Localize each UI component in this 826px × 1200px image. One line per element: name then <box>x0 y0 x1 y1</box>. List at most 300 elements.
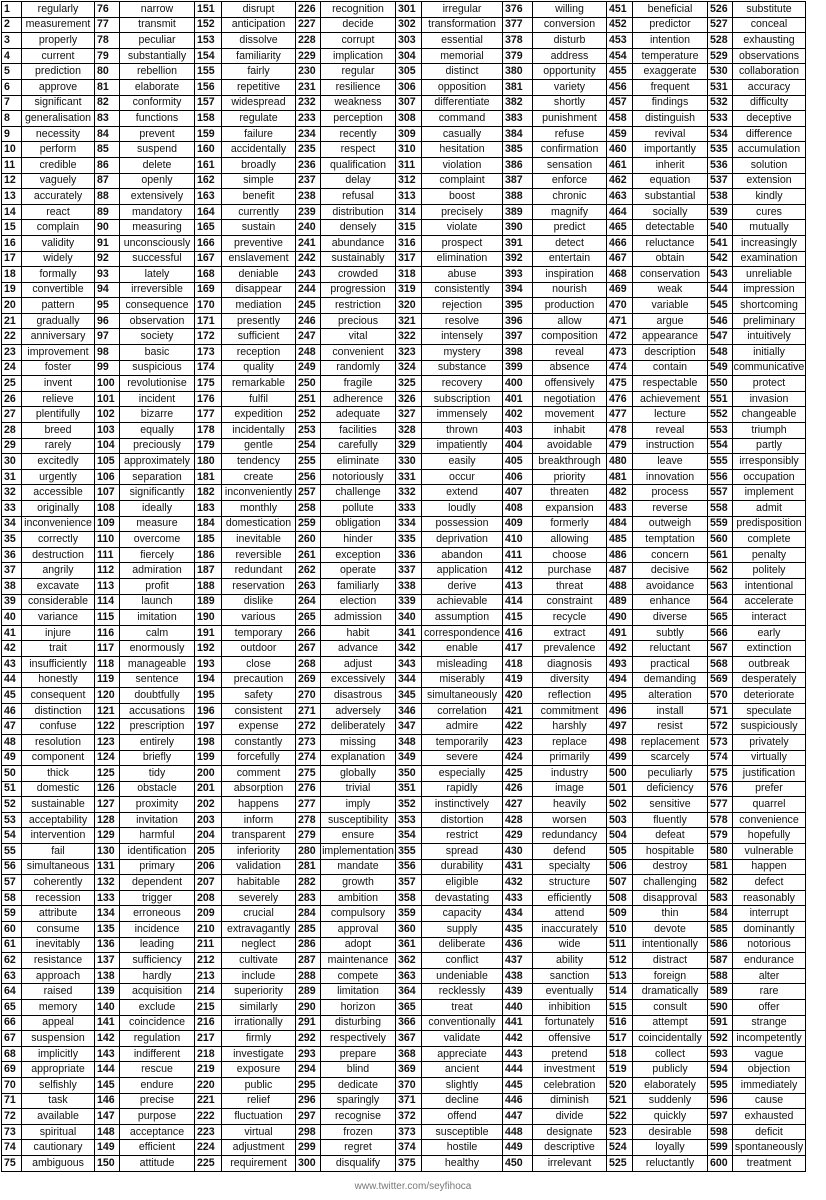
word-cell: heavily <box>533 797 607 813</box>
word-number: 214 <box>195 984 222 1000</box>
word-number: 209 <box>195 906 222 922</box>
word-cell: challenging <box>633 875 708 891</box>
word-number: 33 <box>2 501 22 517</box>
word-cell: comment <box>222 766 296 782</box>
word-cell: corrupt <box>321 33 396 49</box>
word-number: 553 <box>708 423 733 439</box>
word-cell: breed <box>22 423 95 439</box>
word-number: 51 <box>2 781 22 797</box>
word-number: 558 <box>708 501 733 517</box>
word-number: 233 <box>296 111 321 127</box>
word-cell: obtain <box>633 251 708 267</box>
word-cell: susceptible <box>422 1124 503 1140</box>
word-number: 537 <box>708 173 733 189</box>
table-row <box>2 922 806 938</box>
word-number: 423 <box>503 734 533 750</box>
word-cell: defend <box>533 844 607 860</box>
word-number: 301 <box>396 2 422 18</box>
word-number: 452 <box>607 17 633 33</box>
word-cell: achievement <box>633 391 708 407</box>
word-cell: approve <box>22 79 95 95</box>
word-number: 292 <box>296 1031 321 1047</box>
word-number: 565 <box>708 610 733 626</box>
word-number: 313 <box>396 189 422 205</box>
word-number: 517 <box>607 1031 633 1047</box>
word-cell: dominantly <box>733 922 806 938</box>
word-cell: offensively <box>533 376 607 392</box>
word-number: 466 <box>607 235 633 251</box>
word-cell: disastrous <box>321 688 396 704</box>
word-number: 186 <box>195 547 222 563</box>
word-number: 91 <box>95 235 120 251</box>
word-number: 377 <box>503 17 533 33</box>
word-cell: dissolve <box>222 33 296 49</box>
word-cell: celebration <box>533 1077 607 1093</box>
word-number: 559 <box>708 516 733 532</box>
word-number: 419 <box>503 672 533 688</box>
word-number: 378 <box>503 33 533 49</box>
word-number: 332 <box>396 485 422 501</box>
word-cell: susceptibility <box>321 812 396 828</box>
word-cell: offer <box>733 1000 806 1016</box>
word-cell: endurance <box>733 953 806 969</box>
word-cell: especially <box>422 766 503 782</box>
word-number: 131 <box>95 859 120 875</box>
word-cell: entirely <box>120 734 195 750</box>
word-cell: enable <box>422 641 503 657</box>
word-cell: sufficiency <box>120 953 195 969</box>
word-cell: quarrel <box>733 797 806 813</box>
table-row <box>2 547 806 563</box>
word-cell: proximity <box>120 797 195 813</box>
word-number: 600 <box>708 1155 733 1171</box>
word-cell: crowded <box>321 267 396 283</box>
word-cell: redundant <box>222 563 296 579</box>
word-number: 176 <box>195 391 222 407</box>
word-number: 160 <box>195 142 222 158</box>
word-cell: decisive <box>633 563 708 579</box>
word-number: 410 <box>503 532 533 548</box>
word-number: 554 <box>708 438 733 454</box>
word-cell: gradually <box>22 313 95 329</box>
word-cell: widely <box>22 251 95 267</box>
word-number: 514 <box>607 984 633 1000</box>
word-number: 303 <box>396 33 422 49</box>
word-number: 358 <box>396 890 422 906</box>
word-cell: predict <box>533 220 607 236</box>
word-number: 205 <box>195 844 222 860</box>
word-number: 399 <box>503 360 533 376</box>
word-number: 520 <box>607 1077 633 1093</box>
word-number: 86 <box>95 157 120 173</box>
word-number: 594 <box>708 1062 733 1078</box>
word-cell: movement <box>533 407 607 423</box>
word-number: 438 <box>503 968 533 984</box>
word-number: 202 <box>195 797 222 813</box>
word-cell: adjust <box>321 656 396 672</box>
word-number: 110 <box>95 532 120 548</box>
word-number: 48 <box>2 734 22 750</box>
word-number: 308 <box>396 111 422 127</box>
word-cell: intention <box>633 33 708 49</box>
table-row <box>2 844 806 860</box>
word-cell: openly <box>120 173 195 189</box>
word-number: 459 <box>607 126 633 142</box>
word-number: 322 <box>396 329 422 345</box>
word-cell: attempt <box>633 1015 708 1031</box>
word-number: 22 <box>2 329 22 345</box>
word-cell: imply <box>321 797 396 813</box>
word-cell: erroneous <box>120 906 195 922</box>
word-cell: manageable <box>120 656 195 672</box>
word-cell: deprivation <box>422 532 503 548</box>
word-number: 409 <box>503 516 533 532</box>
table-row <box>2 345 806 361</box>
word-number: 527 <box>708 17 733 33</box>
word-cell: undeniable <box>422 968 503 984</box>
word-cell: prescription <box>120 719 195 735</box>
word-cell: conversion <box>533 17 607 33</box>
word-cell: reluctance <box>633 235 708 251</box>
word-number: 141 <box>95 1015 120 1031</box>
word-cell: boost <box>422 189 503 205</box>
word-number: 470 <box>607 298 633 314</box>
word-cell: vital <box>321 329 396 345</box>
table-row <box>2 1015 806 1031</box>
word-number: 426 <box>503 781 533 797</box>
word-number: 437 <box>503 953 533 969</box>
table-row <box>2 204 806 220</box>
word-number: 442 <box>503 1031 533 1047</box>
word-number: 460 <box>607 142 633 158</box>
table-row <box>2 1093 806 1109</box>
word-number: 63 <box>2 968 22 984</box>
word-cell: threaten <box>533 485 607 501</box>
word-cell: implement <box>733 485 806 501</box>
word-cell: extend <box>422 485 503 501</box>
word-cell: alteration <box>633 688 708 704</box>
word-cell: treat <box>422 1000 503 1016</box>
word-number: 503 <box>607 812 633 828</box>
word-number: 493 <box>607 656 633 672</box>
word-cell: pattern <box>22 298 95 314</box>
table-row <box>2 126 806 142</box>
word-cell: designate <box>533 1124 607 1140</box>
word-number: 355 <box>396 844 422 860</box>
word-cell: abuse <box>422 267 503 283</box>
word-cell: conceal <box>733 17 806 33</box>
word-number: 44 <box>2 672 22 688</box>
word-cell: impatiently <box>422 438 503 454</box>
word-cell: concern <box>633 547 708 563</box>
word-number: 597 <box>708 1109 733 1125</box>
word-number: 94 <box>95 282 120 298</box>
word-cell: successful <box>120 251 195 267</box>
word-number: 484 <box>607 516 633 532</box>
word-number: 15 <box>2 220 22 236</box>
word-number: 441 <box>503 1015 533 1031</box>
word-number: 429 <box>503 828 533 844</box>
word-number: 465 <box>607 220 633 236</box>
table-row <box>2 48 806 64</box>
word-cell: mutually <box>733 220 806 236</box>
word-cell: achievable <box>422 594 503 610</box>
word-number: 414 <box>503 594 533 610</box>
word-cell: approach <box>22 968 95 984</box>
word-cell: various <box>222 610 296 626</box>
word-cell: plentifully <box>22 407 95 423</box>
word-number: 246 <box>296 313 321 329</box>
word-cell: temporarily <box>422 734 503 750</box>
word-cell: superiority <box>222 984 296 1000</box>
word-number: 87 <box>95 173 120 189</box>
word-cell: operate <box>321 563 396 579</box>
word-number: 471 <box>607 313 633 329</box>
word-cell: improvement <box>22 345 95 361</box>
word-number: 489 <box>607 594 633 610</box>
word-cell: endure <box>120 1077 195 1093</box>
word-number: 312 <box>396 173 422 189</box>
word-number: 23 <box>2 345 22 361</box>
word-cell: primary <box>120 859 195 875</box>
word-cell: election <box>321 594 396 610</box>
word-cell: shortly <box>533 95 607 111</box>
word-cell: diagnosis <box>533 656 607 672</box>
table-row <box>2 407 806 423</box>
word-number: 289 <box>296 984 321 1000</box>
word-cell: launch <box>120 594 195 610</box>
word-cell: ancient <box>422 1062 503 1078</box>
word-cell: profit <box>120 578 195 594</box>
table-row <box>2 220 806 236</box>
word-cell: society <box>120 329 195 345</box>
word-number: 591 <box>708 1015 733 1031</box>
word-cell: reveal <box>633 423 708 439</box>
word-number: 587 <box>708 953 733 969</box>
word-number: 80 <box>95 64 120 80</box>
word-cell: lecture <box>633 407 708 423</box>
word-number: 237 <box>296 173 321 189</box>
word-cell: changeable <box>733 407 806 423</box>
word-cell: repetitive <box>222 79 296 95</box>
word-number: 276 <box>296 781 321 797</box>
word-number: 130 <box>95 844 120 860</box>
table-row <box>2 360 806 376</box>
word-cell: create <box>222 469 296 485</box>
word-number: 142 <box>95 1031 120 1047</box>
word-cell: irresponsibly <box>733 454 806 470</box>
word-cell: penalty <box>733 547 806 563</box>
table-row <box>2 1000 806 1016</box>
word-cell: fragile <box>321 376 396 392</box>
word-cell: choose <box>533 547 607 563</box>
word-number: 133 <box>95 890 120 906</box>
word-number: 412 <box>503 563 533 579</box>
word-cell: mystery <box>422 345 503 361</box>
word-number: 402 <box>503 407 533 423</box>
word-cell: industry <box>533 766 607 782</box>
word-number: 422 <box>503 719 533 735</box>
word-cell: challenge <box>321 485 396 501</box>
word-number: 218 <box>195 1046 222 1062</box>
word-cell: weak <box>633 282 708 298</box>
word-cell: vulnerable <box>733 844 806 860</box>
word-number: 255 <box>296 454 321 470</box>
word-number: 191 <box>195 625 222 641</box>
word-number: 501 <box>607 781 633 797</box>
word-number: 67 <box>2 1031 22 1047</box>
word-number: 567 <box>708 641 733 657</box>
word-cell: irrelevant <box>533 1155 607 1171</box>
word-cell: exhausted <box>733 1109 806 1125</box>
word-cell: disrupt <box>222 2 296 18</box>
word-cell: examination <box>733 251 806 267</box>
word-number: 547 <box>708 329 733 345</box>
word-number: 264 <box>296 594 321 610</box>
word-number: 328 <box>396 423 422 439</box>
word-number: 222 <box>195 1109 222 1125</box>
word-cell: lately <box>120 267 195 283</box>
word-cell: violate <box>422 220 503 236</box>
word-cell: description <box>633 345 708 361</box>
word-cell: consume <box>22 922 95 938</box>
word-cell: compete <box>321 968 396 984</box>
table-row <box>2 1062 806 1078</box>
word-cell: fluently <box>633 812 708 828</box>
word-cell: domestic <box>22 781 95 797</box>
word-cell: formally <box>22 267 95 283</box>
word-cell: properly <box>22 33 95 49</box>
word-cell: missing <box>321 734 396 750</box>
word-number: 35 <box>2 532 22 548</box>
word-number: 456 <box>607 79 633 95</box>
word-cell: correlation <box>422 703 503 719</box>
word-number: 424 <box>503 750 533 766</box>
word-number: 153 <box>195 33 222 49</box>
word-cell: reluctantly <box>633 1155 708 1171</box>
word-cell: broadly <box>222 157 296 173</box>
word-cell: chronic <box>533 189 607 205</box>
word-number: 282 <box>296 875 321 891</box>
word-number: 516 <box>607 1015 633 1031</box>
word-cell: contain <box>633 360 708 376</box>
table-row <box>2 656 806 672</box>
word-cell: initially <box>733 345 806 361</box>
word-cell: recycle <box>533 610 607 626</box>
word-number: 475 <box>607 376 633 392</box>
word-cell: violation <box>422 157 503 173</box>
word-number: 108 <box>95 501 120 517</box>
word-number: 354 <box>396 828 422 844</box>
word-number: 439 <box>503 984 533 1000</box>
word-number: 336 <box>396 547 422 563</box>
word-number: 545 <box>708 298 733 314</box>
word-cell: rarely <box>22 438 95 454</box>
word-cell: politely <box>733 563 806 579</box>
word-cell: cultivate <box>222 953 296 969</box>
word-number: 549 <box>708 360 733 376</box>
word-cell: quality <box>222 360 296 376</box>
word-cell: basic <box>120 345 195 361</box>
word-number: 595 <box>708 1077 733 1093</box>
word-number: 379 <box>503 48 533 64</box>
word-cell: complaint <box>422 173 503 189</box>
word-cell: divide <box>533 1109 607 1125</box>
word-number: 488 <box>607 578 633 594</box>
word-cell: observations <box>733 48 806 64</box>
word-number: 84 <box>95 126 120 142</box>
word-cell: subscription <box>422 391 503 407</box>
word-number: 29 <box>2 438 22 454</box>
word-cell: validity <box>22 235 95 251</box>
word-number: 166 <box>195 235 222 251</box>
word-number: 302 <box>396 17 422 33</box>
word-cell: delete <box>120 157 195 173</box>
word-number: 317 <box>396 251 422 267</box>
word-number: 102 <box>95 407 120 423</box>
word-number: 393 <box>503 267 533 283</box>
word-cell: convenience <box>733 812 806 828</box>
word-cell: available <box>22 1109 95 1125</box>
word-cell: ambiguous <box>22 1155 95 1171</box>
word-number: 482 <box>607 485 633 501</box>
word-cell: redundancy <box>533 828 607 844</box>
word-number: 226 <box>296 2 321 18</box>
word-cell: suspicious <box>120 360 195 376</box>
word-number: 576 <box>708 781 733 797</box>
word-cell: opposition <box>422 79 503 95</box>
word-cell: loudly <box>422 501 503 517</box>
word-number: 154 <box>195 48 222 64</box>
word-cell: spiritual <box>22 1124 95 1140</box>
word-number: 199 <box>195 750 222 766</box>
word-cell: enhance <box>633 594 708 610</box>
word-number: 570 <box>708 688 733 704</box>
word-cell: hopefully <box>733 828 806 844</box>
word-cell: public <box>222 1077 296 1093</box>
word-cell: measurement <box>22 17 95 33</box>
word-cell: relieve <box>22 391 95 407</box>
word-number: 88 <box>95 189 120 205</box>
word-cell: suspiciously <box>733 719 806 735</box>
word-number: 477 <box>607 407 633 423</box>
word-cell: process <box>633 485 708 501</box>
word-number: 351 <box>396 781 422 797</box>
word-cell: practical <box>633 656 708 672</box>
word-number: 165 <box>195 220 222 236</box>
word-number: 269 <box>296 672 321 688</box>
word-number: 287 <box>296 953 321 969</box>
word-number: 337 <box>396 563 422 579</box>
word-number: 425 <box>503 766 533 782</box>
word-number: 115 <box>95 610 120 626</box>
word-number: 416 <box>503 625 533 641</box>
word-cell: distribution <box>321 204 396 220</box>
word-cell: measure <box>120 516 195 532</box>
word-cell: benefit <box>222 189 296 205</box>
word-number: 145 <box>95 1077 120 1093</box>
word-number: 532 <box>708 95 733 111</box>
word-cell: trait <box>22 641 95 657</box>
word-number: 344 <box>396 672 422 688</box>
word-number: 579 <box>708 828 733 844</box>
word-cell: sufficient <box>222 329 296 345</box>
word-cell: dislike <box>222 594 296 610</box>
word-cell: prefer <box>733 781 806 797</box>
word-cell: alter <box>733 968 806 984</box>
word-cell: consult <box>633 1000 708 1016</box>
word-cell: reflection <box>533 688 607 704</box>
